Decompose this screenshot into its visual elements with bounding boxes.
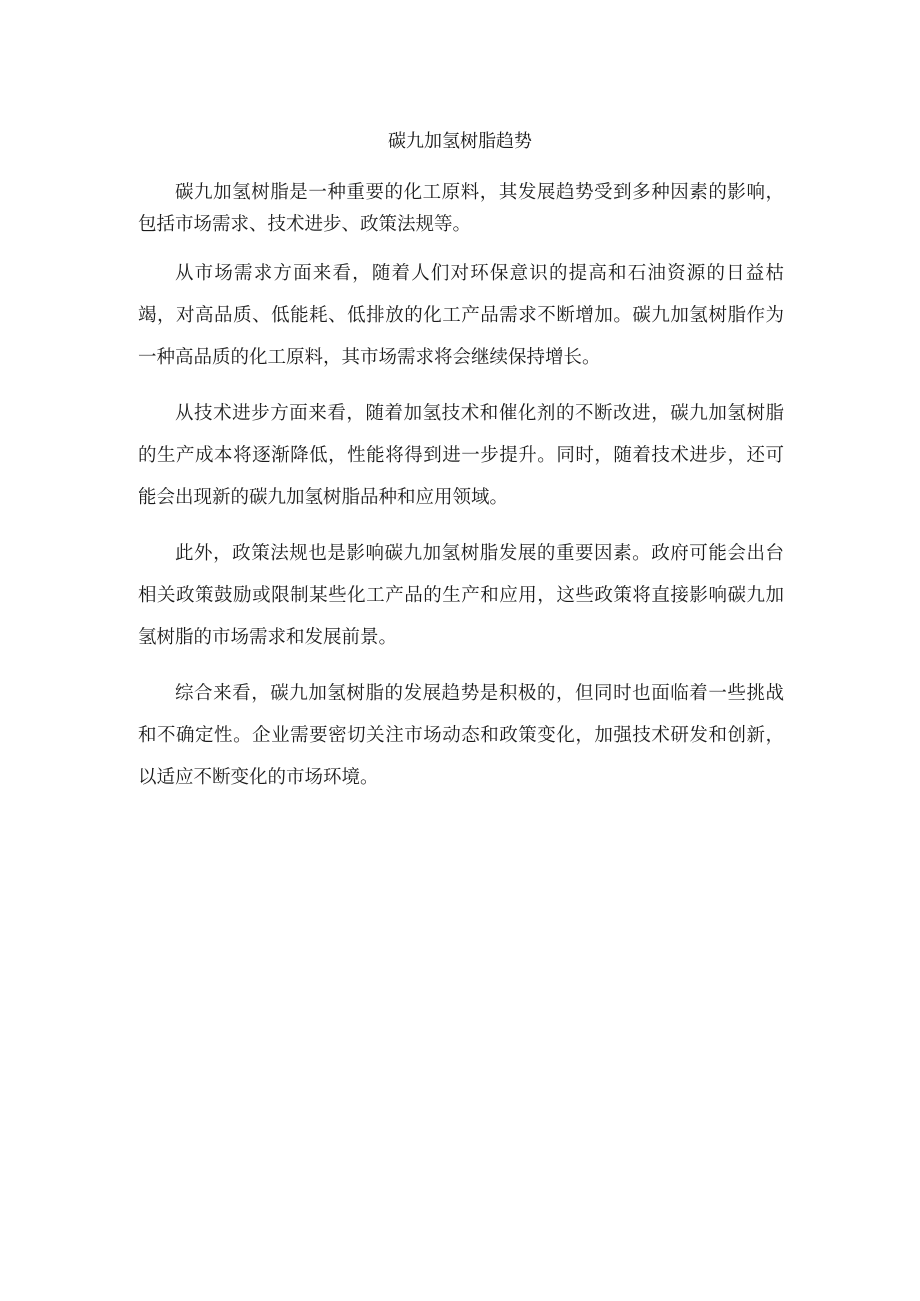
paragraph-policy: 此外，政策法规也是影响碳九加氢树脂发展的重要因素。政府可能会出台相关政策鼓励或限制某些化工产品的生产和应用，这些政策将直接影响碳九加氢树脂的市场需求和发展前景。 [138,543,784,648]
document-body [138,177,784,799]
document-title: 碳九加氢树脂趋势 [388,131,532,152]
paragraph-technology: 从技术进步方面来看，随着加氢技术和催化剂的不断改进，碳九加氢树脂的生产成本将逐渐降低，性能将得到进一步提升。同时，随着技术进步，还可能会出现新的碳九加氢树脂品种和应用领域。 [138,403,784,508]
paragraph-market-demand: 从市场需求方面来看，随着人们对环保意识的提高和石油资源的日益枯竭，对高品质、低能耗、低排放的化工产品需求不断增加。碳九加氢树脂作为一种高品质的化工原料，其市场需求将会继续保持增长。 [138,263,784,368]
paragraph-intro: 碳九加氢树脂是一种重要的化工原料，其发展趋势受到多种因素的影响，包括市场需求、技术进步、政策法规等。 [138,182,784,235]
paragraph-conclusion: 综合来看，碳九加氢树脂的发展趋势是积极的，但同时也面临着一些挑战和不确定性。企业需要密切关注市场动态和政策变化，加强技术研发和创新，以适应不断变化的市场环境。 [138,683,784,788]
